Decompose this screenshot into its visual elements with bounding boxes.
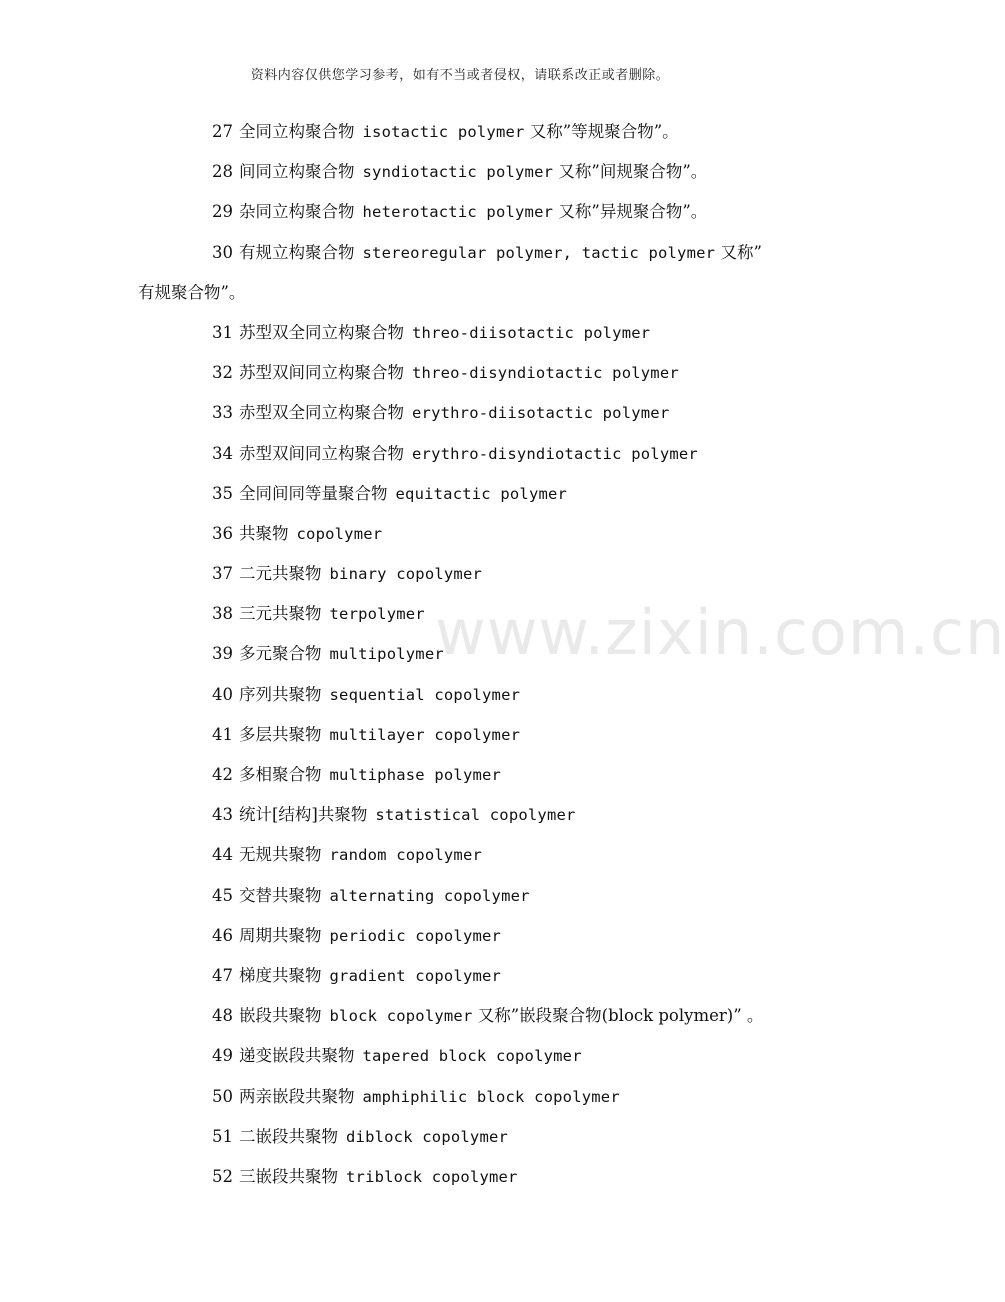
entry-number: 48 [212,1006,233,1026]
glossary-entry [0,1077,920,1117]
glossary-entry [0,956,920,996]
entry-english-term: block copolymer [329,1007,473,1026]
entry-english-term: copolymer [296,524,383,543]
entry-chinese-term: 三元共聚物 [239,604,322,624]
entry-note: 又称”异规聚合物”。 [558,202,708,222]
entry-number: 47 [212,965,233,985]
entry-number: 38 [212,604,233,624]
entry-number: 33 [212,403,233,423]
glossary-entry [0,876,920,916]
glossary-entry [0,675,920,715]
glossary-entry [0,474,920,514]
entry-english-term: random copolymer [329,846,483,865]
glossary-entry [0,393,920,433]
entry-chinese-term: 嵌段共聚物 [239,1006,322,1026]
entry-chinese-term: 赤型双间同立构聚合物 [239,443,404,463]
entry-note: 又称” [720,242,762,262]
entry-english-term: diblock copolymer [346,1127,509,1146]
entry-english-term: heterotactic polymer [362,203,554,222]
entry-chinese-term: 多层共聚物 [239,724,322,744]
entry-chinese-term: 赤型双全同立构聚合物 [239,403,404,423]
entry-chinese-term: 全同立构聚合物 [239,122,355,141]
glossary-entry [0,1157,920,1197]
entry-number: 46 [212,925,233,945]
entry-chinese-term: 交替共聚物 [239,885,322,905]
entry-number: 36 [212,523,233,543]
entry-number: 44 [212,845,233,865]
entry-number: 52 [212,1166,233,1186]
header-disclaimer: 资料内容仅供您学习参考，如有不当或者侵权，请联系改正或者删除。 [250,68,670,83]
entry-number: 40 [212,684,233,704]
glossary-entry [0,353,920,393]
entry-english-term: gradient copolymer [329,966,502,985]
entry-english-term: multilayer copolymer [329,725,521,744]
entry-chinese-term: 全同间同等量聚合物 [239,483,388,503]
entry-number: 28 [212,162,233,182]
glossary-entry [0,634,920,674]
entry-chinese-term: 无规共聚物 [239,845,322,865]
entry-chinese-term: 共聚物 [239,523,289,543]
entry-number: 31 [212,322,233,342]
glossary-entry [0,835,920,875]
entry-number: 32 [212,363,233,383]
entry-number: 42 [212,765,233,784]
entry-note: 又称”间规聚合物”。 [558,162,708,182]
entry-number: 29 [212,202,233,222]
entry-chinese-term: 有规立构聚合物 [239,242,355,262]
glossary-entry [0,434,920,474]
entry-number: 37 [212,564,233,584]
entry-number: 34 [212,443,233,463]
glossary-entry [0,594,920,634]
entry-number: 51 [212,1126,233,1146]
glossary-entry [0,554,920,594]
entry-chinese-term: 苏型双全同立构聚合物 [239,322,404,342]
entry-english-term: stereoregular polymer, tactic polymer [362,243,716,262]
glossary-entry [0,715,920,755]
entry-english-term: multipolymer [329,645,444,664]
glossary-entry [0,795,920,835]
glossary-entry [0,916,920,956]
entry-english-term: tapered block copolymer [362,1047,582,1066]
glossary-entry [0,1117,920,1157]
entry-number: 39 [212,644,233,664]
entry-chinese-term: 间同立构聚合物 [239,162,355,182]
entry-chinese-term: 二元共聚物 [239,564,322,584]
entry-chinese-term: 梯度共聚物 [239,965,322,985]
entry-chinese-term: 三嵌段共聚物 [239,1166,338,1186]
entry-english-term: isotactic polymer [362,123,525,141]
entry-english-term: periodic copolymer [329,926,502,945]
entry-number: 43 [212,805,233,825]
entry-continuation: 有规聚合物”。 [138,282,246,302]
entry-number: 35 [212,483,233,503]
entry-number: 45 [212,885,233,905]
entry-chinese-term: 递变嵌段共聚物 [239,1046,355,1066]
entry-chinese-term: 多元聚合物 [239,644,322,664]
entry-english-term: alternating copolymer [329,886,530,905]
entry-chinese-term: 多相聚合物 [239,765,322,784]
entry-english-term: statistical copolymer [375,806,576,825]
glossary-entry [0,1036,920,1076]
entry-number: 49 [212,1046,233,1066]
entry-note: 又称”嵌段聚合物(block polymer)” 。 [477,1006,764,1026]
glossary-entry [0,313,920,353]
glossary-entry [0,996,920,1036]
entry-english-term: threo-diisotactic polymer [412,323,651,342]
entry-chinese-term: 序列共聚物 [239,684,322,704]
glossary-entry [0,112,920,152]
entry-english-term: sequential copolymer [329,685,521,704]
entry-english-term: triblock copolymer [346,1167,518,1186]
entry-english-term: amphiphilic block copolymer [362,1087,620,1106]
entry-chinese-term: 二嵌段共聚物 [239,1126,338,1146]
entry-english-term: terpolymer [329,605,425,624]
entry-english-term: syndiotactic polymer [362,163,554,182]
watermark: www.zixin.com.cn [435,596,1005,669]
entry-chinese-term: 统计[结构]共聚物 [239,805,368,825]
glossary-list [0,112,920,1197]
entry-english-term: multiphase polymer [329,766,502,784]
entry-english-term: binary copolymer [329,565,483,584]
entry-note: 又称”等规聚合物”。 [529,122,679,141]
entry-english-term: threo-disyndiotactic polymer [412,364,679,383]
glossary-entry [0,152,920,192]
entry-english-term: equitactic polymer [395,484,568,503]
entry-number: 27 [212,122,233,141]
entry-chinese-term: 杂同立构聚合物 [239,202,355,222]
entry-english-term: erythro-diisotactic polymer [412,404,670,423]
glossary-entry [0,192,920,232]
entry-number: 30 [212,242,233,262]
entry-chinese-term: 苏型双间同立构聚合物 [239,363,404,383]
entry-chinese-term: 两亲嵌段共聚物 [239,1086,355,1106]
entry-english-term: erythro-disyndiotactic polymer [412,444,698,463]
glossary-entry [0,514,920,554]
entry-number: 41 [212,724,233,744]
entry-number: 50 [212,1086,233,1106]
glossary-entry [0,755,920,795]
entry-chinese-term: 周期共聚物 [239,925,322,945]
glossary-entry [0,233,920,273]
